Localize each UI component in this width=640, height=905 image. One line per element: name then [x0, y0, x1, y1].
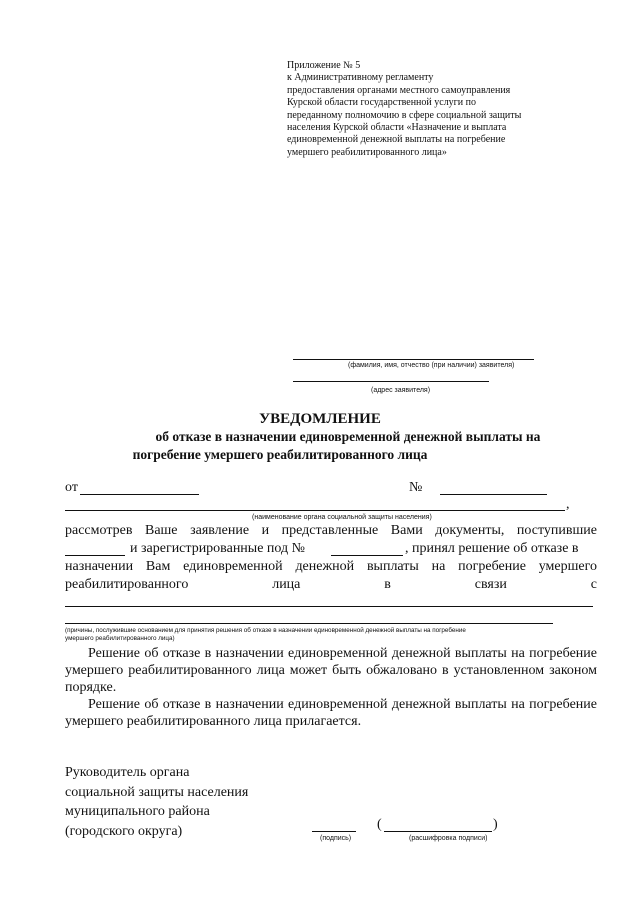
signatory-line: муниципального района [65, 804, 210, 819]
organ-name-caption: (наименование органа социальной защиты населения) [252, 514, 432, 521]
from-date-line[interactable] [80, 494, 199, 495]
body-line-1: рассмотрев Ваше заявление и представленные Вами документы, поступившие [65, 523, 597, 538]
received-date-line[interactable] [65, 555, 125, 556]
word: с [590, 577, 597, 592]
organ-name-line[interactable] [65, 510, 565, 511]
appeal-paragraph: Решение об отказе в назначении единовременной денежной выплаты на погребение умершего реабилитированного лица может быть обжаловано в установленном законом порядке. [65, 646, 597, 695]
document-subtitle-line1: об отказе в назначении единовременной денежной выплаты на [155, 429, 541, 444]
word: в [384, 577, 391, 592]
decode-open-paren: ( [377, 817, 382, 832]
signature-line[interactable] [312, 831, 356, 832]
applicant-address-line[interactable] [293, 381, 489, 382]
attachment-paragraph: Решение об отказе в назначении единовременной денежной выплаты на погребение умершего реабилитированного лица прилагается. [65, 697, 597, 729]
body-line-2b: , принял решение об отказе в [405, 541, 579, 556]
body-line-3: назначении Вам единовременной денежной выплаты на погребение умершего [65, 559, 597, 574]
organ-comma: , [566, 497, 570, 512]
number-line[interactable] [440, 494, 547, 495]
annex-line: переданному полномочию в сфере социальной защиты [287, 109, 522, 121]
signatory-line: Руководитель органа [65, 765, 190, 780]
decode-close-paren: ) [493, 817, 498, 832]
registration-number-line[interactable] [331, 555, 403, 556]
word: лица [272, 577, 301, 592]
applicant-address-caption: (адрес заявителя) [371, 387, 431, 394]
signatory-block [65, 763, 248, 841]
annex-line: единовременной денежной выплаты на погребение [287, 134, 506, 146]
reasons-line-2[interactable] [65, 623, 553, 624]
annex-line: Курской области государственной услуги по [287, 97, 476, 109]
annex-line: населения Курской области «Назначение и выплата [287, 122, 507, 134]
word: реабилитированного [65, 577, 189, 592]
annex-header [287, 60, 587, 159]
signature-caption: (подпись) [320, 835, 352, 842]
number-label: № [409, 480, 423, 495]
reasons-line-1[interactable] [65, 606, 593, 607]
signatory-line: (городского округа) [65, 823, 183, 839]
annex-line: умершего реабилитированного лица» [287, 146, 447, 158]
from-label: от [65, 480, 78, 495]
reasons-caption-2: умершего реабилитированного лица) [65, 635, 175, 642]
annex-line: предоставления органами местного самоуправления [287, 84, 511, 96]
word: связи [474, 577, 507, 592]
document-subtitle-line2: погребение умершего реабилитированного лица [132, 447, 428, 462]
annex-line: к Административному регламенту [287, 72, 434, 84]
signature-decode-caption: (расшифровка подписи) [409, 835, 488, 842]
signature-decode-line[interactable] [384, 831, 492, 832]
applicant-name-caption: (фамилия, имя, отчество (при наличии) заявителя) [348, 362, 515, 369]
applicant-name-line[interactable] [293, 359, 534, 360]
reasons-caption: (причины, послужившие основанием для принятия решения об отказе в назначении единовременной денежной выплаты на погребение [65, 627, 466, 634]
document-title: УВЕДОМЛЕНИЕ [259, 411, 381, 427]
signatory-line: социальной защиты населения [65, 784, 249, 800]
body-line-2a: и зарегистрированные под № [130, 541, 305, 556]
body-line-4 [65, 577, 597, 593]
annex-line: Приложение № 5 [287, 60, 361, 71]
